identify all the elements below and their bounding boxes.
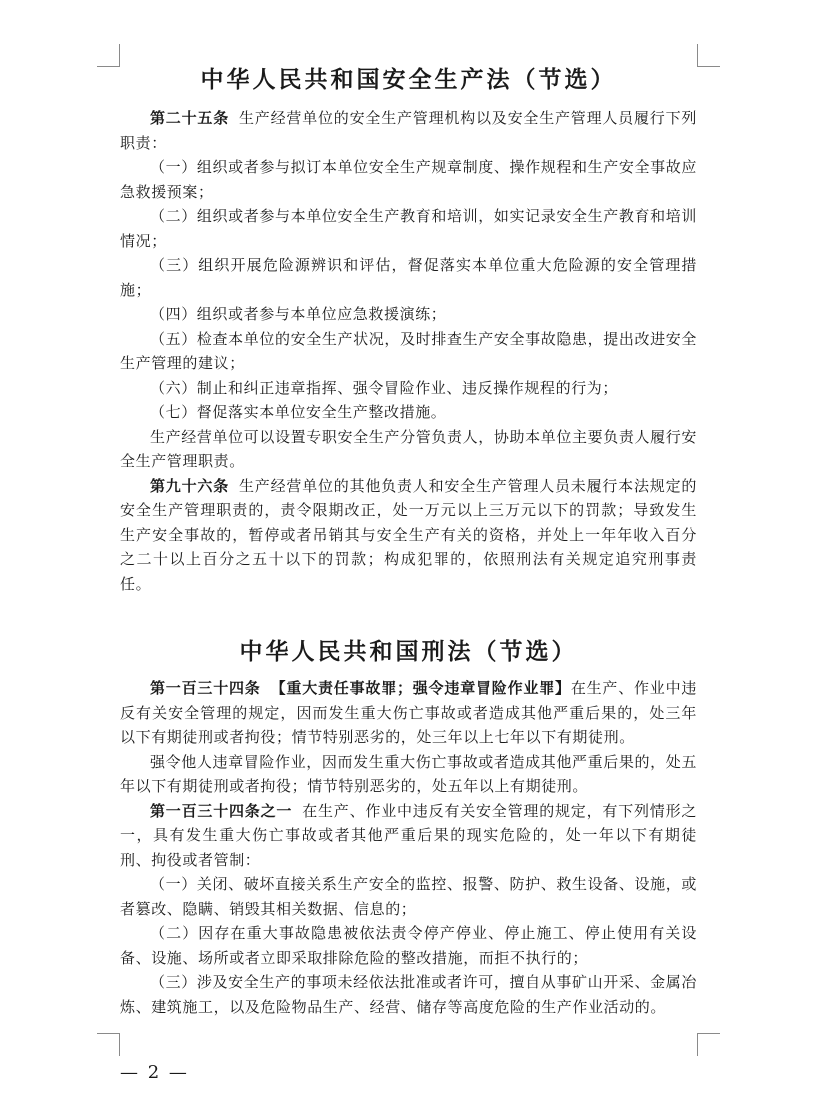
article-number: 第二十五条	[150, 109, 229, 127]
paragraph-text: 在生产、作业中违反有关安全管理的规定，有下列情形之一，具有发生重大伤亡事故或者其他严重后果的现实危险的，处一年以下有期徒刑、拘役或者管制：	[120, 801, 697, 869]
paragraph: 生产经营单位可以设置专职安全生产分管负责人，协助本单位主要负责人履行安全生产管理职责。	[120, 427, 697, 470]
paragraph: （三）组织开展危险源辨识和评估，督促落实本单位重大危险源的安全管理措施；	[120, 256, 697, 299]
paragraph-text: 在生产、作业中违反有关安全管理的规定，因而发生重大伤亡事故或者造成其他严重后果的，处三年以下有期徒刑或者拘役；情节特别恶劣的，处三年以上七年以下有期徒刑。	[120, 679, 698, 746]
crop-mark-bottom-left	[97, 1033, 120, 1056]
paragraph	[120, 676, 697, 750]
paragraph: （四）组织或者参与本单位应急救援演练；	[150, 305, 447, 323]
crime-name: 【重大责任事故罪；强令违章冒险作业罪】	[270, 679, 571, 697]
paragraph: （二）组织或者参与本单位安全生产教育和培训，如实记录安全生产教育和培训情况；	[120, 207, 697, 250]
section-title-safety-law: 中华人民共和国安全生产法（节选）	[200, 67, 617, 93]
article-number: 第一百三十四条	[150, 679, 261, 697]
crop-mark-top-right	[697, 44, 720, 67]
document-body	[120, 62, 697, 1019]
paragraph: （二）因存在重大事故隐患被依法责令停产停业、停止施工、停止使用有关设备、设施、场所或者立即采取排除危险的整改措施，而拒不执行的；	[120, 924, 697, 967]
crop-mark-bottom-right	[697, 1033, 720, 1056]
paragraph: （一）组织或者参与拟订本单位安全生产规章制度、操作规程和生产安全事故应急救援预案；	[120, 158, 697, 201]
crop-mark-top-left	[97, 44, 120, 67]
section-criminal-law	[120, 676, 697, 1019]
page-number: — 2 —	[120, 1062, 189, 1083]
paragraph: （五）检查本单位的安全生产状况，及时排查生产安全事故隐患，提出改进安全生产管理的建议；	[120, 329, 697, 372]
paragraph: （六）制止和纠正违章指挥、强令冒险作业、违反操作规程的行为；	[150, 378, 619, 397]
paragraph: （三）涉及安全生产的事项未经依法批准或者许可，擅自从事矿山开采、金属冶炼、建筑施工，以及危险物品生产、经营、储存等高度危险的生产作业活动的。	[120, 973, 697, 1016]
article-number: 第九十六条	[150, 476, 229, 495]
section-safety-law	[120, 106, 697, 596]
paragraph	[120, 799, 697, 873]
paragraph-text: 生产经营单位的安全生产管理机构以及安全生产管理人员履行下列职责：	[120, 109, 697, 152]
paragraph: （七）督促落实本单位安全生产整改措施。	[150, 403, 447, 421]
paragraph	[120, 106, 697, 155]
paragraph-text: 生产经营单位的其他负责人和安全生产管理人员未履行本法规定的安全生产管理职责的，责令限期改正，处一万元以上三万元以下的罚款；导致发生生产安全事故的，暂停或者吊销其与安全生产有关的资格，并处上一年年收入百分之二十以上百分之五十以下的罚款；构成犯罪的，依照刑法有关规定追究刑事责任。	[120, 476, 697, 593]
paragraph	[120, 474, 697, 597]
section-title-criminal-law: 中华人民共和国刑法（节选）	[239, 639, 578, 665]
paragraph: 强令他人违章冒险作业，因而发生重大伤亡事故或者造成其他严重后果的，处五年以下有期徒刑或者拘役；情节特别恶劣的，处五年以上有期徒刑。	[120, 752, 697, 795]
paragraph: （一）关闭、破坏直接关系生产安全的监控、报警、防护、救生设备、设施，或者篡改、隐瞒、销毁其相关数据、信息的；	[120, 875, 697, 918]
article-number: 第一百三十四条之一	[150, 801, 293, 820]
